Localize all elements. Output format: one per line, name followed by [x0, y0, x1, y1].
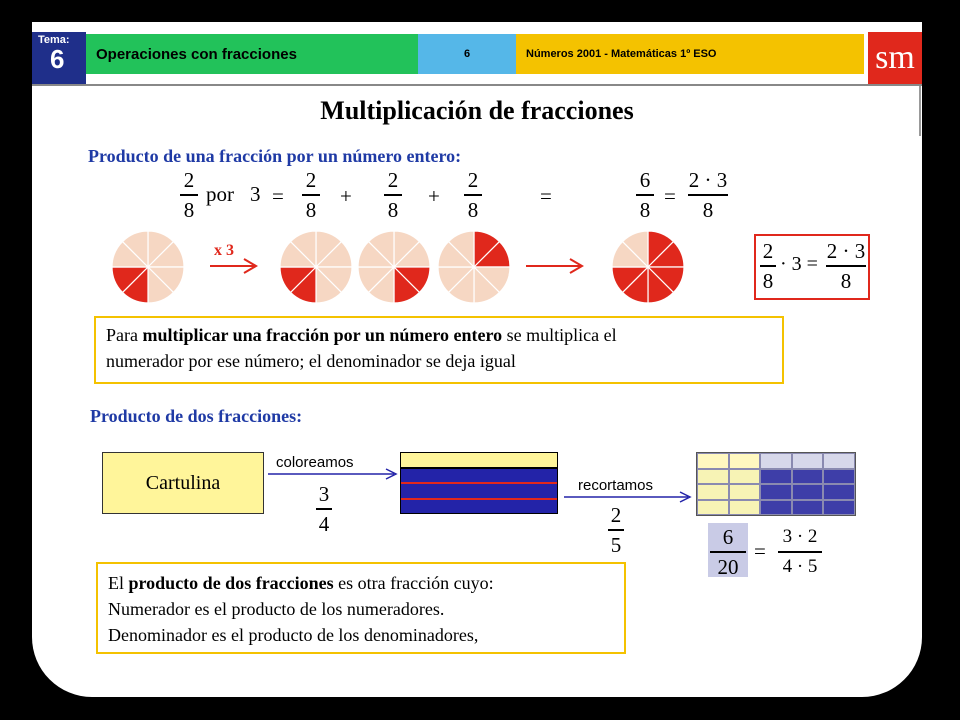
plus-sign: + — [428, 184, 440, 208]
rule2-line3: Denominador es el producto de los denominadores, — [108, 625, 479, 645]
denominator: 8 — [762, 268, 774, 293]
rule2-line2: Numerador es el producto de los numeradores. — [108, 599, 445, 619]
fraction-bar — [608, 529, 624, 531]
numerator: 2 — [183, 168, 195, 192]
grid-cell — [823, 500, 855, 516]
numerator: 6 — [639, 168, 651, 192]
grid-cell — [697, 484, 729, 500]
result-fraction-6-20 — [710, 525, 746, 579]
grid-cell — [760, 469, 792, 485]
section1-heading: Producto de una fracción por un número entero: — [88, 146, 462, 166]
grid-cell — [729, 469, 761, 485]
rule-bold-text: producto de dos fracciones — [128, 573, 334, 593]
rule-text: Para — [106, 325, 143, 345]
numerator: 2 — [610, 503, 622, 527]
equals-sign: = — [272, 184, 284, 208]
numerator: 2 — [762, 239, 774, 263]
denominator: 8 — [702, 197, 714, 222]
page-title: Multiplicación de fracciones — [320, 96, 634, 125]
rule-text: El — [108, 573, 129, 593]
numerator: 6 — [722, 525, 734, 549]
equals-sign: = — [664, 184, 676, 208]
rule1-line2: numerador por ese número; el denominador se deja igual — [106, 351, 516, 371]
tema-label: Tema: — [38, 34, 70, 46]
quarter-line — [401, 482, 557, 484]
denominator: 8 — [183, 197, 195, 222]
por-text: por — [206, 182, 234, 206]
times-3-label: x 3 — [214, 242, 234, 259]
plus-sign: + — [340, 184, 352, 208]
grid-cell — [823, 453, 855, 469]
fraction-bar — [778, 551, 822, 553]
grid-cell — [729, 484, 761, 500]
coloreamos-label: coloreamos — [276, 454, 354, 471]
multiplier-3: 3 — [250, 182, 261, 206]
fraction-bar — [316, 508, 332, 510]
denominator: 8 — [840, 268, 852, 293]
grid-cell — [792, 500, 824, 516]
sm-logo: sm — [868, 32, 922, 84]
grid-cell — [697, 453, 729, 469]
grid-cell — [792, 484, 824, 500]
equals-sign: = — [754, 539, 766, 563]
colored-cardboard — [400, 452, 558, 514]
result-product-fraction — [778, 525, 822, 579]
coloreamos-fraction — [316, 482, 332, 536]
grid-cell — [760, 453, 792, 469]
rule-text: es otra fracción cuyo: — [333, 573, 494, 593]
rule2-line1 — [108, 570, 614, 596]
fraction-bar — [710, 551, 746, 553]
denominator: 4 — [318, 511, 330, 536]
numerator: 3 · 2 — [782, 526, 818, 547]
recortamos-label: recortamos — [578, 477, 654, 494]
grid-cell — [792, 453, 824, 469]
denominator: 8 — [387, 197, 399, 222]
cartulina-box: Cartulina — [102, 452, 264, 514]
numerator: 2 — [305, 168, 317, 192]
arrow-coloreamos — [268, 469, 396, 479]
grid-cell — [697, 469, 729, 485]
grid-cell — [823, 484, 855, 500]
grid-cell — [697, 500, 729, 516]
colored-three-quarters — [401, 467, 557, 513]
tema-number: 6 — [50, 44, 65, 74]
denominator: 8 — [467, 197, 479, 222]
section2-heading: Producto de dos fracciones: — [90, 406, 303, 426]
grid-cell — [792, 469, 824, 485]
grid-cell — [823, 469, 855, 485]
rule-bold-text: multiplicar una fracción por un número entero — [142, 325, 503, 345]
cut-grid — [696, 452, 856, 516]
uncolored-quarter — [401, 453, 557, 467]
quarter-line — [401, 498, 557, 500]
book-title: Números 2001 - Matemáticas 1º ESO — [516, 34, 864, 74]
grid-cell — [760, 484, 792, 500]
numerator: 2 · 3 — [826, 239, 866, 263]
topic-title: Operaciones con fracciones — [86, 34, 418, 74]
equals-sign: = — [540, 184, 552, 208]
formula-times: · 3 = — [780, 253, 818, 275]
denominator: 4 · 5 — [782, 555, 818, 577]
page-number: 6 — [418, 34, 516, 74]
grid-cell — [760, 500, 792, 516]
denominator: 20 — [717, 554, 739, 579]
numerator: 2 — [387, 168, 399, 192]
denominator: 8 — [639, 197, 651, 222]
grid-cell — [729, 453, 761, 469]
slide — [32, 22, 922, 697]
numerator: 2 · 3 — [688, 168, 728, 192]
denominator: 8 — [305, 197, 317, 222]
recortamos-fraction — [608, 503, 624, 557]
numerator: 3 — [318, 482, 330, 506]
rule-box-2 — [96, 562, 626, 654]
rule-text: se multiplica el — [502, 325, 617, 345]
numerator: 2 — [467, 168, 479, 192]
denominator: 5 — [610, 532, 622, 557]
grid-cell — [729, 500, 761, 516]
